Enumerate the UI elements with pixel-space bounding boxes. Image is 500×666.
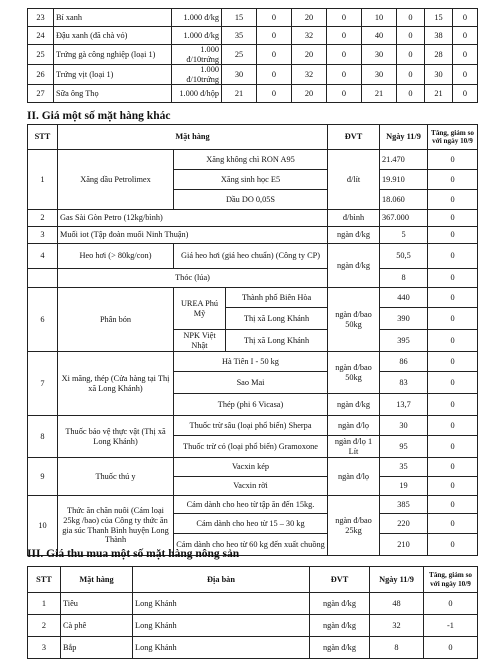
- value-cell: 0: [453, 85, 478, 103]
- unit-cell: 1.000 đ/hộp: [172, 85, 222, 103]
- price-vaccine-double: 35: [380, 458, 428, 477]
- value-cell: 0: [397, 27, 425, 45]
- change-gas: 0: [428, 210, 478, 227]
- price-longkhanh-npk: 395: [380, 330, 428, 352]
- value-cell: 30: [362, 65, 397, 85]
- value-cell: 0: [257, 85, 292, 103]
- change-salt: 0: [428, 227, 478, 244]
- change-feed-15: 0: [428, 496, 478, 514]
- value-cell: 21: [425, 85, 453, 103]
- unit-fertilizer: ngàn đ/bao 50kg: [328, 288, 380, 352]
- unit-cell: ngàn đ/kg: [310, 593, 370, 615]
- value-cell: 0: [327, 65, 362, 85]
- value-cell: 32: [292, 65, 327, 85]
- stt-7: 7: [28, 352, 58, 416]
- table-other-goods: [27, 124, 478, 556]
- value-cell: 32: [292, 27, 327, 45]
- s3-header-stt: STT: [28, 567, 61, 593]
- stt-cell: 25: [28, 45, 54, 65]
- s3-header-price: Ngày 11/9: [370, 567, 424, 593]
- table-row: [28, 65, 478, 85]
- price-a95: 21.470: [380, 150, 428, 170]
- unit-cell: 1.000 đ/10trứng: [172, 65, 222, 85]
- table-row: [28, 27, 478, 45]
- item-bienhoa: Thành phố Biên Hòa: [226, 288, 328, 308]
- item-vaccine-double: Vacxin kép: [174, 458, 328, 477]
- value-cell: 10: [362, 9, 397, 27]
- value-cell: 30: [222, 65, 257, 85]
- value-cell: 0: [257, 45, 292, 65]
- stt-2: 2: [28, 210, 58, 227]
- item-name-cell: Sữa ông Thọ: [54, 85, 172, 103]
- price-feed-15: 385: [380, 496, 428, 514]
- price-e5: 19.910: [380, 170, 428, 190]
- change-rice: 0: [428, 269, 478, 288]
- sub-npk: NPK Việt Nhật: [174, 330, 226, 352]
- price-feed-60: 210: [380, 534, 428, 556]
- value-cell: 0: [327, 85, 362, 103]
- change-longkhanh-urea: 0: [428, 308, 478, 330]
- unit-cell: ngàn đ/kg: [310, 637, 370, 659]
- value-cell: 0: [257, 27, 292, 45]
- item-name-cell: Cà phê: [61, 615, 133, 637]
- value-cell: 0: [453, 45, 478, 65]
- change-feed-60: 0: [428, 534, 478, 556]
- stt-3: 3: [28, 227, 58, 244]
- unit-cell: 1.000 đ/kg: [172, 27, 222, 45]
- value-cell: 20: [292, 45, 327, 65]
- value-cell: 30: [425, 65, 453, 85]
- value-cell: 25: [222, 45, 257, 65]
- price-bienhoa: 440: [380, 288, 428, 308]
- price-salt: 5: [380, 227, 428, 244]
- item-name-cell: Trứng vịt (loại 1): [54, 65, 172, 85]
- table-row: [28, 45, 478, 65]
- value-cell: 40: [362, 27, 397, 45]
- stt-cell: 1: [28, 593, 61, 615]
- s3-header-item: Mặt hàng: [61, 567, 133, 593]
- item-a95: Xăng không chì RON A95: [174, 150, 328, 170]
- header-stt: STT: [28, 125, 58, 150]
- value-cell: 15: [222, 9, 257, 27]
- stt-8: 8: [28, 416, 58, 458]
- table-row: [28, 9, 478, 27]
- price-cell: 8: [370, 637, 424, 659]
- s3-header-place: Địa bàn: [133, 567, 310, 593]
- change-hatien: 0: [428, 352, 478, 372]
- value-cell: 0: [257, 9, 292, 27]
- unit-cell: 1.000 đ/kg: [172, 9, 222, 27]
- item-feed-15: Cám dành cho heo từ tập ăn đến 15kg.: [174, 496, 328, 514]
- change-feed-30: 0: [428, 514, 478, 534]
- change-do: 0: [428, 190, 478, 210]
- value-cell: 35: [222, 27, 257, 45]
- price-cell: 48: [370, 593, 424, 615]
- change-e5: 0: [428, 170, 478, 190]
- stt-cell: 24: [28, 27, 54, 45]
- change-cell: 0: [424, 593, 478, 615]
- group-fuel: Xăng dầu Petrolimex: [58, 150, 174, 210]
- change-a95: 0: [428, 150, 478, 170]
- change-vaccine-single: 0: [428, 477, 478, 496]
- change-cell: -1: [424, 615, 478, 637]
- change-gramoxone: 0: [428, 436, 478, 458]
- value-cell: 0: [453, 65, 478, 85]
- change-cell: 0: [424, 637, 478, 659]
- value-cell: 15: [425, 9, 453, 27]
- item-steel: Thép (phi 6 Vicasa): [174, 394, 328, 416]
- s3-header-change: Tăng, giảm so với ngày 10/9: [424, 567, 478, 593]
- header-change: Tăng, giảm so với ngày 10/9: [428, 125, 478, 150]
- value-cell: 0: [257, 65, 292, 85]
- stt-1: 1: [28, 150, 58, 210]
- value-cell: 0: [453, 9, 478, 27]
- change-vaccine-double: 0: [428, 458, 478, 477]
- change-saomai: 0: [428, 372, 478, 394]
- item-longkhanh-urea: Thị xã Long Khánh: [226, 308, 328, 330]
- change-pig: 0: [428, 244, 478, 269]
- item-gas: Gas Sài Gòn Petro (12kg/bình): [58, 210, 328, 227]
- price-do: 18.060: [380, 190, 428, 210]
- unit-fuel: đ/lít: [328, 150, 380, 210]
- s3-header-unit: ĐVT: [310, 567, 370, 593]
- item-salt: Muối iot (Tập đoàn muối Ninh Thuận): [58, 227, 328, 244]
- item-sherpa: Thuốc trừ sâu (loại phổ biến) Sherpa: [174, 416, 328, 436]
- unit-gas: đ/bình: [328, 210, 380, 227]
- section-3-title: III. Giá thu mua một số mặt hàng nông sản: [27, 548, 240, 560]
- value-cell: 38: [425, 27, 453, 45]
- stt-cell: 2: [28, 615, 61, 637]
- table-agri-purchase: [27, 566, 478, 659]
- item-rice: Thóc (lúa): [58, 269, 328, 288]
- table-prices-part1: [27, 8, 478, 103]
- price-rice: 8: [380, 269, 428, 288]
- section-2-title: II. Giá một số mặt hàng khác: [27, 110, 171, 122]
- price-hatien: 86: [380, 352, 428, 372]
- value-cell: 0: [327, 27, 362, 45]
- value-cell: 28: [425, 45, 453, 65]
- unit-cell: 1.000 đ/10trứng: [172, 45, 222, 65]
- item-gramoxone: Thuốc trừ cỏ (loại phổ biến) Gramoxone: [174, 436, 328, 458]
- value-cell: 0: [397, 65, 425, 85]
- value-cell: 0: [397, 45, 425, 65]
- item-do: Dầu DO 0,05S: [174, 190, 328, 210]
- place-cell: Long Khánh: [133, 593, 310, 615]
- header-price: Ngày 11/9: [380, 125, 428, 150]
- value-cell: 0: [327, 9, 362, 27]
- value-cell: 30: [362, 45, 397, 65]
- header-item: Mặt hàng: [58, 125, 328, 150]
- price-sherpa: 30: [380, 416, 428, 436]
- price-longkhanh-urea: 390: [380, 308, 428, 330]
- change-bienhoa: 0: [428, 288, 478, 308]
- unit-vet: ngàn đ/lọ: [328, 458, 380, 496]
- unit-gramoxone: ngàn đ/lọ 1 Lít: [328, 436, 380, 458]
- sub-urea: UREA Phú Mỹ: [174, 288, 226, 330]
- unit-pig: ngàn đ/kg: [328, 244, 380, 288]
- value-cell: 0: [327, 45, 362, 65]
- value-cell: 0: [397, 9, 425, 27]
- group-feed: Thức ăn chăn nuôi (Cám loại 25kg /bao) của Công ty thức ăn gia súc Thanh Bình huyện Long Thành: [58, 496, 174, 556]
- item-saomai: Sao Mai: [174, 372, 328, 394]
- unit-steel: ngàn đ/kg: [328, 394, 380, 416]
- price-saomai: 83: [380, 372, 428, 394]
- unit-sherpa: ngàn đ/lọ: [328, 416, 380, 436]
- item-name-cell: Trứng gà công nghiệp (loại 1): [54, 45, 172, 65]
- unit-cell: ngàn đ/kg: [310, 615, 370, 637]
- stt-4: 4: [28, 244, 58, 269]
- unit-cement: ngàn đ/bao 50kg: [328, 352, 380, 394]
- stt-5-empty: [28, 269, 58, 288]
- group-pesticide: Thuốc bảo vệ thực vật (Thị xã Long Khánh): [58, 416, 174, 458]
- price-feed-30: 220: [380, 514, 428, 534]
- price-cell: 32: [370, 615, 424, 637]
- item-longkhanh-npk: Thị xã Long Khánh: [226, 330, 328, 352]
- item-feed-30: Cám dành cho heo từ 15 – 30 kg: [174, 514, 328, 534]
- place-cell: Long Khánh: [133, 615, 310, 637]
- stt-6: 6: [28, 288, 58, 352]
- stt-cell: 26: [28, 65, 54, 85]
- value-cell: 21: [362, 85, 397, 103]
- change-steel: 0: [428, 394, 478, 416]
- item-feed-60: Cám dành cho heo từ 60 kg đến xuất chuồng: [174, 534, 328, 556]
- table-row: [28, 637, 478, 659]
- group-vet: Thuốc thú y: [58, 458, 174, 496]
- table-row: [28, 85, 478, 103]
- group-fertilizer: Phân bón: [58, 288, 174, 352]
- item-hatien: Hà Tiên I - 50 kg: [174, 352, 328, 372]
- stt-9: 9: [28, 458, 58, 496]
- item-name-cell: Bắp: [61, 637, 133, 659]
- value-cell: 20: [292, 9, 327, 27]
- change-sherpa: 0: [428, 416, 478, 436]
- item-name-cell: Tiêu: [61, 593, 133, 615]
- unit-salt: ngàn đ/kg: [328, 227, 380, 244]
- change-longkhanh-npk: 0: [428, 330, 478, 352]
- value-cell: 0: [397, 85, 425, 103]
- stt-10: 10: [28, 496, 58, 556]
- value-cell: 20: [292, 85, 327, 103]
- group-pig: Heo hơi (> 80kg/con): [58, 244, 174, 269]
- stt-cell: 23: [28, 9, 54, 27]
- place-cell: Long Khánh: [133, 637, 310, 659]
- stt-cell: 27: [28, 85, 54, 103]
- item-e5: Xăng sinh học E5: [174, 170, 328, 190]
- price-steel: 13,7: [380, 394, 428, 416]
- price-pig: 50,5: [380, 244, 428, 269]
- value-cell: 0: [453, 27, 478, 45]
- price-vaccine-single: 19: [380, 477, 428, 496]
- table-row: [28, 615, 478, 637]
- table-row: [28, 593, 478, 615]
- item-name-cell: Bí xanh: [54, 9, 172, 27]
- group-cement: Xi măng, thép (Cửa hàng tại Thị xã Long Khánh): [58, 352, 174, 416]
- value-cell: 21: [222, 85, 257, 103]
- header-unit: ĐVT: [328, 125, 380, 150]
- stt-cell: 3: [28, 637, 61, 659]
- price-gramoxone: 95: [380, 436, 428, 458]
- item-pig-price: Giá heo hơi (giá heo chuẩn) (Công ty CP): [174, 244, 328, 269]
- item-vaccine-single: Vacxin rời: [174, 477, 328, 496]
- unit-feed: ngàn đ/bao 25kg: [328, 496, 380, 556]
- item-name-cell: Đậu xanh (đã chà vỏ): [54, 27, 172, 45]
- price-gas: 367.000: [380, 210, 428, 227]
